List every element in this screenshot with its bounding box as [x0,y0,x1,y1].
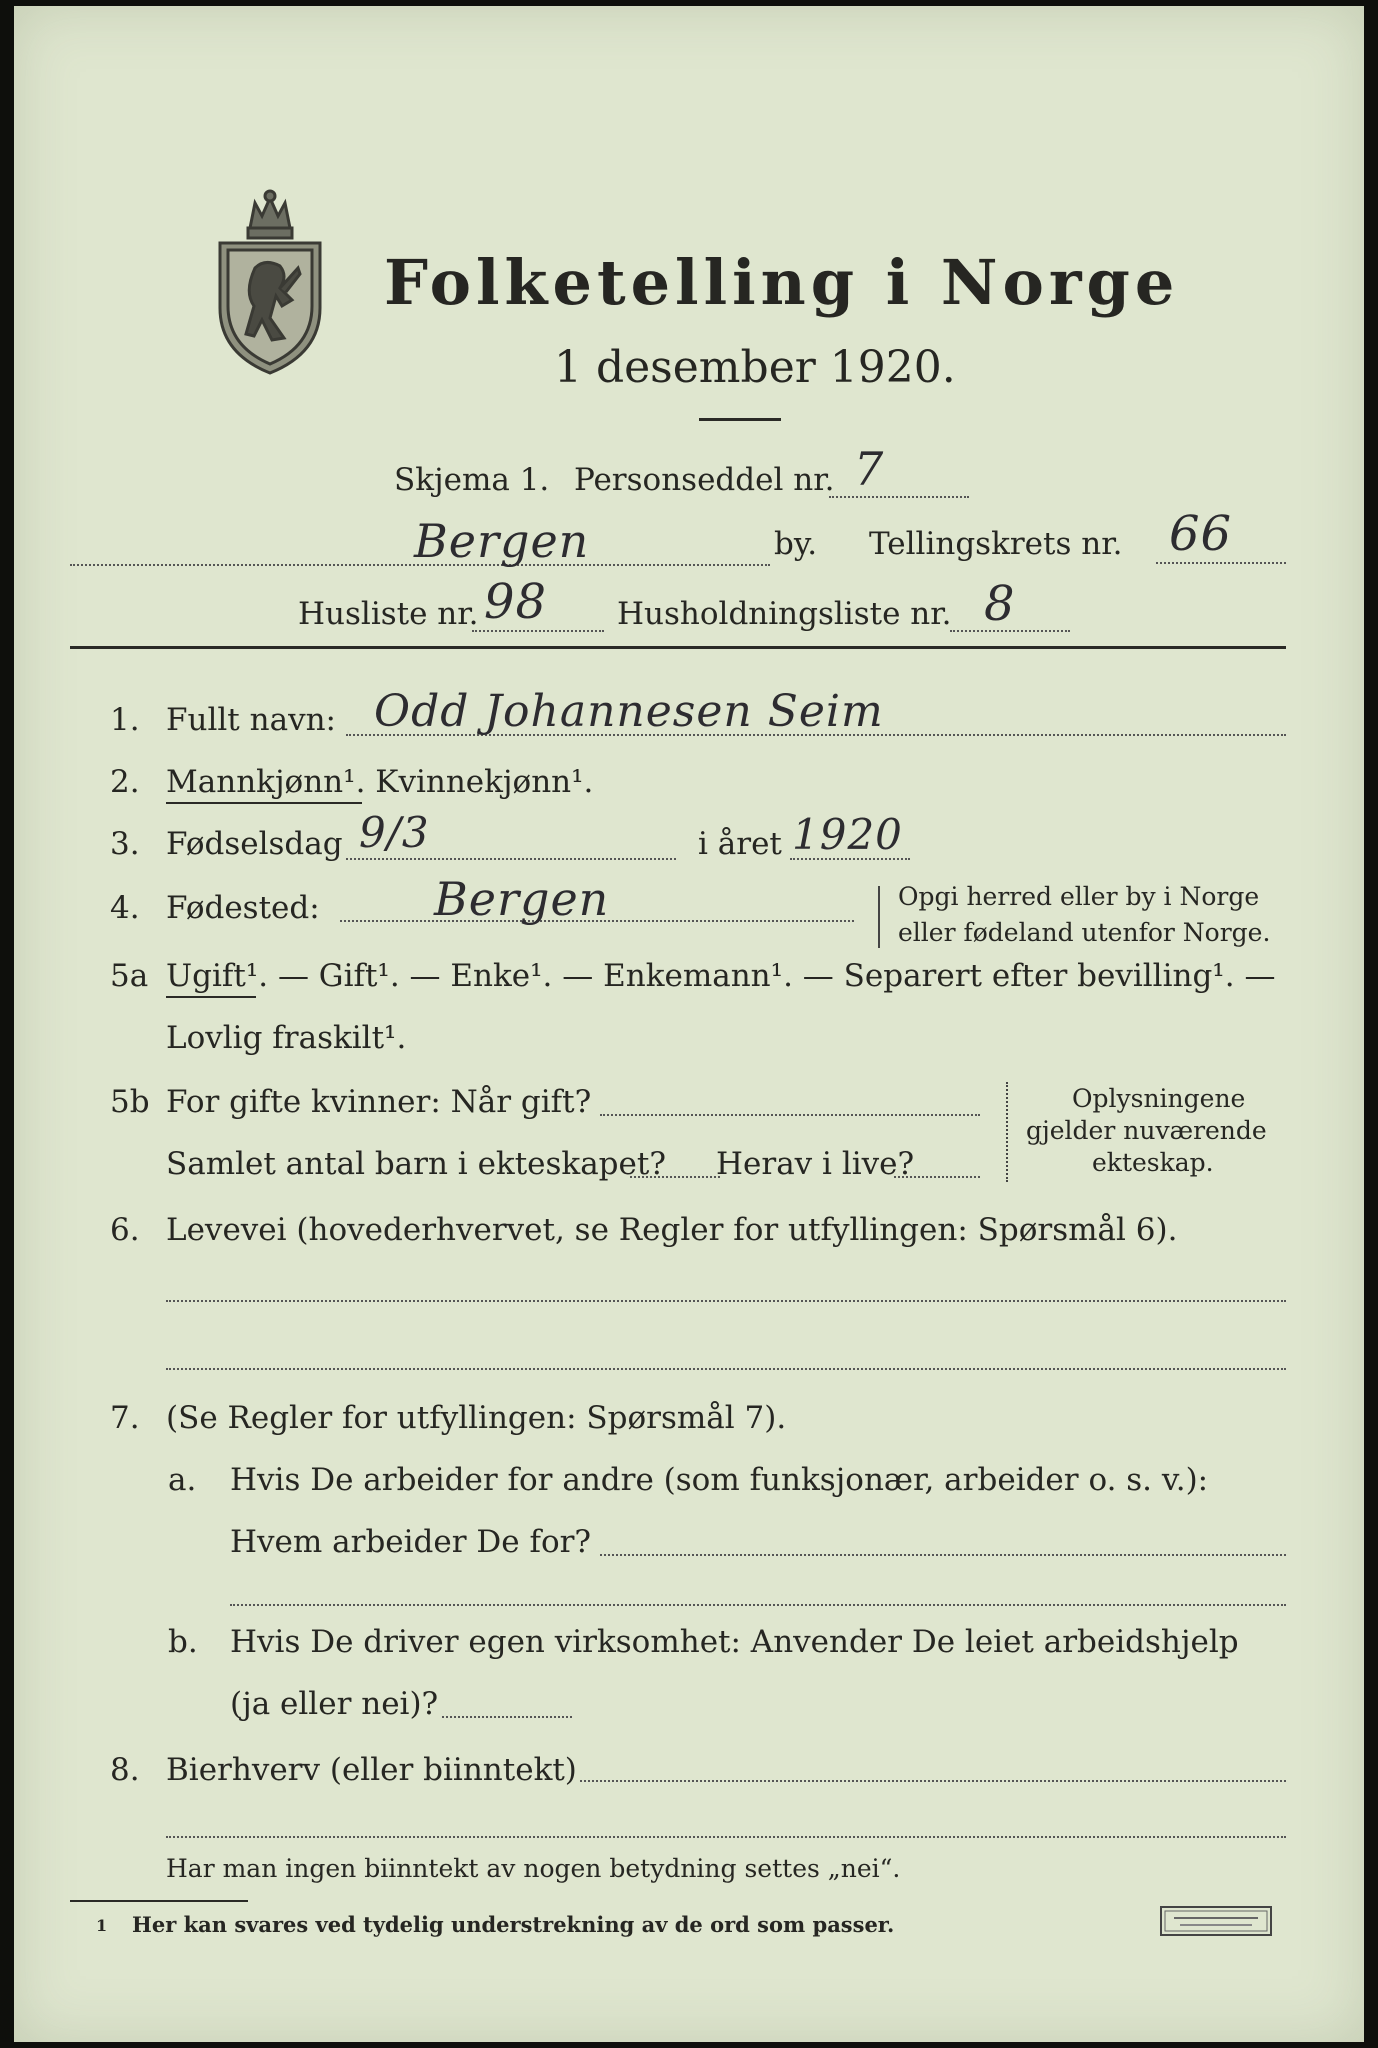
q7-number: 7. [110,1400,140,1436]
q5a-label-line1: Ugift¹. — Gift¹. — Enke¹. — Enkemann¹. — Separert efter bevilling¹. — [166,958,1276,994]
form-title: Folketelling i Norge [384,246,1180,319]
q7a-label-line2: Hvem arbeider De for? [230,1524,592,1560]
husliste-value[interactable]: 98 [484,574,548,630]
q4-note-line1: Opgi herred eller by i Norge [898,882,1260,911]
q7b-label-line1: Hvis De driver egen virksomhet: Anvender De leiet arbeidshjelp [230,1624,1239,1660]
q6-line2 [166,1368,1286,1370]
census-form-sheet [14,6,1364,2042]
husholdningsliste-label: Husholdningsliste nr. [617,596,952,632]
by-value[interactable]: Bergen [414,514,590,568]
q3-year-label: i året [698,826,782,862]
q1-label: Fullt navn: [166,702,336,738]
q3-year[interactable]: 1920 [792,810,903,859]
q8-number: 8. [110,1752,140,1788]
q4-birthplace[interactable]: Bergen [434,872,610,926]
q5b-note-line1: Oplysningene [1072,1084,1246,1113]
q8-label: Bierhverv (eller biinntekt) [166,1752,577,1788]
tellingskrets-value[interactable]: 66 [1169,506,1233,562]
q4-label: Fødested: [166,890,320,926]
q7a-number: a. [168,1462,197,1498]
by-label: by. [774,526,818,562]
footnote-text: Her kan svares ved tydelig understrekning av de ord som passer. [132,1912,895,1937]
q3-birthday[interactable]: 9/3 [359,808,430,857]
personseddel-line [829,496,969,498]
header-separator [70,646,1286,649]
husliste-line [472,630,604,632]
title-divider [699,418,781,421]
personseddel-value[interactable]: 7 [854,442,885,496]
q7b-line [442,1716,572,1718]
census-date: 1 desember 1920. [554,342,956,393]
q5b-label-line2: Samlet antal barn i ekteskapet? [166,1146,666,1182]
biinntekt-note: Har man ingen biinntekt av nogen betydning settes „nei“. [166,1854,901,1883]
q5b-note-bracket [1006,1082,1008,1182]
q7b-label-line2: (ja eller nei)? [230,1686,439,1722]
q7a-line2 [230,1604,1286,1606]
husliste-label: Husliste nr. [298,596,479,632]
q8-line1 [580,1780,1286,1782]
tellingskrets-label: Tellingskrets nr. [869,526,1123,562]
q7-label: (Se Regler for utfyllingen: Spørsmål 7). [166,1400,787,1436]
skjema-label: Skjema 1. [394,462,550,498]
q5b-number: 5b [110,1084,150,1120]
q6-line1 [166,1300,1286,1302]
husholdningsliste-value[interactable]: 8 [984,576,1016,632]
q5b-label-line1: For gifte kvinner: Når gift? [166,1084,592,1120]
q5a-label-line2: Lovlig fraskilt¹. [166,1020,407,1056]
q1-number: 1. [110,702,140,738]
q5a-underline [166,996,256,998]
q5b-alive-line [894,1176,980,1178]
q5a-number: 5a [110,958,149,994]
footnote-mark: 1 [96,1916,108,1935]
q7a-label-line1: Hvis De arbeider for andre (som funksjonær, arbeider o. s. v.): [230,1462,1209,1498]
q3-number: 3. [110,826,140,862]
q7a-line1 [600,1554,1286,1556]
q8-line2 [166,1836,1286,1838]
q7b-number: b. [168,1624,198,1660]
tellingskrets-line [1156,562,1286,564]
q6-label: Levevei (hovederhvervet, se Regler for utfyllingen: Spørsmål 6). [166,1212,1178,1248]
q2-underline [166,802,362,804]
q4-note-line2: eller fødeland utenfor Norge. [898,918,1271,947]
norwegian-lion-coat-of-arms-icon [210,188,330,378]
q2-label: Mannkjønn¹. Kvinnekjønn¹. [166,764,594,800]
q3-label: Fødselsdag [166,826,343,862]
footnote-rule [70,1900,248,1902]
q5b-label-line3: Herav i live? [716,1146,915,1182]
printer-stamp-icon [1160,1906,1272,1936]
q5b-children-line [630,1176,720,1178]
q4-number: 4. [110,890,140,926]
q5b-note-line2: gjelder nuværende [1026,1116,1267,1145]
q1-full-name[interactable]: Odd Johannesen Seim [374,686,884,737]
personseddel-label: Personseddel nr. [574,462,835,498]
q5b-married-line [600,1114,980,1116]
q4-note-bracket [878,886,880,948]
q3-line [346,858,676,860]
q2-number: 2. [110,764,140,800]
q6-number: 6. [110,1212,140,1248]
q5b-note-line3: ekteskap. [1092,1148,1214,1177]
